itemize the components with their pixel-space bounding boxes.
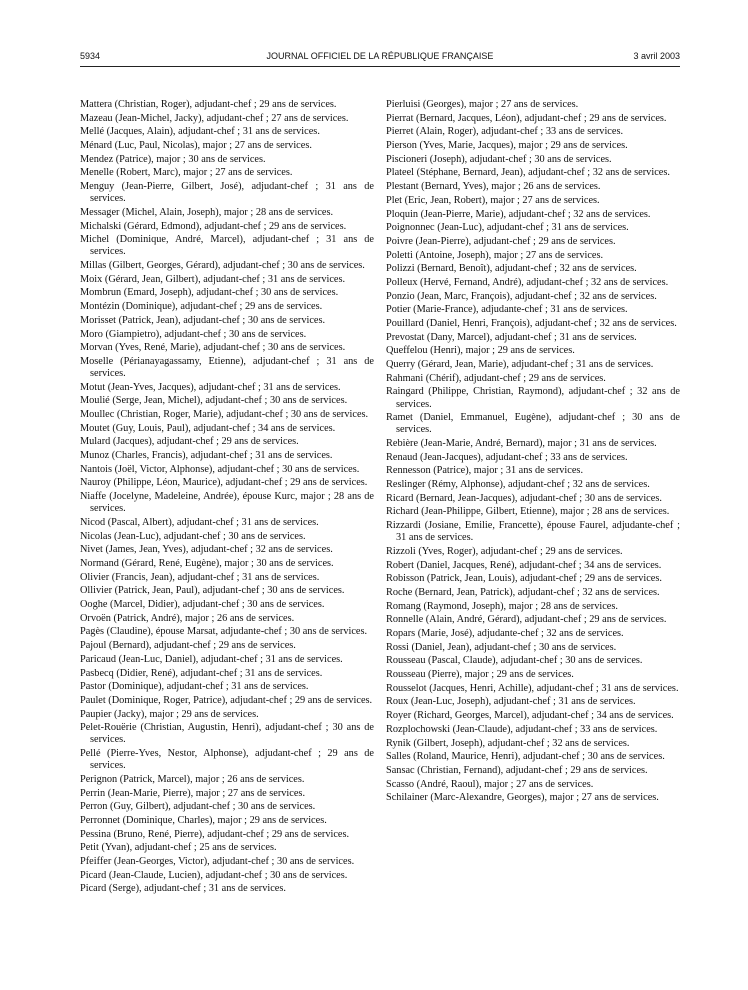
list-item: Romang (Raymond, Joseph), major ; 28 ans de services. — [386, 600, 618, 612]
list-item: Rahmani (Chérif), adjudant-chef ; 29 ans de services. — [386, 372, 606, 384]
list-item: Pessina (Bruno, René, Pierre), adjudant-chef ; 29 ans de services. — [80, 828, 350, 840]
journal-title: JOURNAL OFFICIEL DE LA RÉPUBLIQUE FRANÇAISE — [266, 51, 494, 61]
list-item: Plestant (Bernard, Yves), major ; 26 ans de services. — [386, 181, 601, 193]
list-item: Roux (Jean-Luc, Joseph), adjudant-chef ; 31 ans de services. — [386, 696, 636, 708]
list-item: Perrin (Jean-Marie, Pierre), major ; 27 ans de services. — [80, 787, 306, 799]
list-item: Nantois (Joël, Victor, Alphonse), adjudant-chef ; 30 ans de services. — [80, 463, 360, 475]
list-item: Rousseau (Pascal, Claude), adjudant-chef ; 30 ans de services. — [386, 655, 643, 667]
list-item: Mulard (Jacques), adjudant-chef ; 29 ans de services. — [80, 436, 299, 448]
list-item: Moutet (Guy, Louis, Paul), adjudant-chef ; 34 ans de services. — [80, 422, 336, 434]
page-header — [80, 51, 680, 65]
list-item: Polizzi (Bernard, Benoît), adjudant-chef ; 32 ans de services. — [386, 263, 637, 275]
list-item: Pfeiffer (Jean-Georges, Victor), adjudant-chef ; 30 ans de services. — [80, 855, 355, 867]
list-item: Queffelou (Henri), major ; 29 ans de services. — [386, 345, 575, 357]
list-item: Mellé (Jacques, Alain), adjudant-chef ; 31 ans de services. — [80, 126, 320, 138]
list-item: Pierluisi (Georges), major ; 27 ans de services. — [386, 99, 579, 110]
list-item: Raingard (Philippe, Christian, Raymond), adjudant-chef ; 32 ans de services. — [386, 386, 680, 410]
list-item: Perronnet (Dominique, Charles), major ; 29 ans de services. — [80, 814, 327, 826]
list-item: Poivre (Jean-Pierre), adjudant-chef ; 29 ans de services. — [386, 235, 616, 247]
list-item: Ricard (Bernard, Jean-Jacques), adjudant-chef ; 30 ans de services. — [386, 492, 662, 504]
list-item: Rebière (Jean-Marie, André, Bernard), major ; 31 ans de services. — [386, 438, 657, 449]
list-item: Montézin (Dominique), adjudant-chef ; 29 ans de services. — [80, 301, 323, 313]
list-item: Pellé (Pierre-Yves, Nestor, Alphonse), adjudant-chef ; 29 ans de services. — [80, 748, 374, 772]
list-item: Pelet-Rouërie (Christian, Augustin, Henri), adjudant-chef ; 30 ans de services. — [80, 722, 374, 746]
list-item: Moullec (Christian, Roger, Marie), adjudant-chef ; 30 ans de services. — [80, 409, 369, 421]
list-item: Moix (Gérard, Jean, Gilbert), adjudant-chef ; 31 ans de services. — [80, 273, 346, 285]
list-item: Richard (Jean-Philippe, Gilbert, Etienne), major ; 28 ans de services. — [386, 506, 670, 518]
list-item: Rynik (Gilbert, Joseph), adjudant-chef ; 32 ans de services. — [386, 737, 630, 749]
list-item: Ronnelle (Alain, André, Gérard), adjudant-chef ; 29 ans de services. — [386, 614, 667, 626]
list-item: Pierson (Yves, Marie, Jacques), major ; 29 ans de services. — [386, 140, 628, 152]
list-item: Rousselot (Jacques, Henri, Achille), adjudant-chef ; 31 ans de services. — [386, 682, 679, 694]
list-item: Niaffe (Jocelyne, Madeleine, Andrée), épouse Kurc, major ; 28 ans de services. — [80, 491, 374, 515]
list-item: Moselle (Périanayagassamy, Etienne), adjudant-chef ; 31 ans de services. — [80, 355, 374, 379]
left-column — [80, 99, 374, 897]
list-item: Menguy (Jean-Pierre, Gilbert, José), adjudant-chef ; 31 ans de services. — [80, 181, 374, 205]
list-item: Rizzoli (Yves, Roger), adjudant-chef ; 29 ans de services. — [386, 545, 623, 557]
list-item: Rousseau (Pierre), major ; 29 ans de services. — [386, 669, 574, 681]
list-item: Schilainer (Marc-Alexandre, Georges), major ; 27 ans de services. — [386, 792, 659, 804]
list-item: Perignon (Patrick, Marcel), major ; 26 ans de services. — [80, 773, 305, 785]
list-item: Ooghe (Marcel, Didier), adjudant-chef ; 30 ans de services. — [80, 599, 325, 611]
list-item: Mombrun (Emard, Joseph), adjudant-chef ; 30 ans de services. — [80, 287, 339, 299]
list-item: Ploquin (Jean-Pierre, Marie), adjudant-chef ; 32 ans de services. — [386, 208, 651, 220]
list-item: Ponzio (Jean, Marc, François), adjudant-chef ; 32 ans de services. — [386, 290, 657, 302]
right-column — [386, 99, 680, 806]
list-item: Potier (Marie-France), adjudante-chef ; 31 ans de services. — [386, 304, 628, 316]
list-item: Paulet (Dominique, Roger, Patrice), adjudant-chef ; 29 ans de services. — [80, 694, 373, 706]
list-item: Nivet (James, Jean, Yves), adjudant-chef ; 32 ans de services. — [80, 544, 333, 556]
list-item: Paupier (Jacky), major ; 29 ans de services. — [80, 708, 259, 720]
list-item: Munoz (Charles, Francis), adjudant-chef ; 31 ans de services. — [80, 450, 333, 462]
list-item: Mazeau (Jean-Michel, Jacky), adjudant-chef ; 27 ans de services. — [80, 112, 349, 124]
list-item: Rozplochowski (Jean-Claude), adjudant-chef ; 33 ans de services. — [386, 723, 658, 735]
list-item: Salles (Roland, Maurice, Henri), adjudant-chef ; 30 ans de services. — [386, 751, 665, 763]
list-item: Ollivier (Patrick, Jean, Paul), adjudant-chef ; 30 ans de services. — [80, 585, 345, 597]
list-item: Poletti (Antoine, Joseph), major ; 27 ans de services. — [386, 249, 604, 261]
list-item: Pastor (Dominique), adjudant-chef ; 31 ans de services. — [80, 681, 309, 693]
list-item: Motut (Jean-Yves, Jacques), adjudant-chef ; 31 ans de services. — [80, 381, 341, 393]
list-item: Nicolas (Jean-Luc), adjudant-chef ; 30 ans de services. — [80, 530, 306, 542]
list-item: Picard (Jean-Claude, Lucien), adjudant-chef ; 30 ans de services. — [80, 869, 348, 881]
list-item: Nicod (Pascal, Albert), adjudant-chef ; 31 ans de services. — [80, 516, 319, 528]
list-item: Rizzardi (Josiane, Emilie, Francette), épouse Faurel, adjudante-chef ; 31 ans de services. — [386, 520, 680, 544]
list-item: Moro (Giampietro), adjudant-chef ; 30 ans de services. — [80, 328, 307, 340]
list-item: Royer (Richard, Georges, Marcel), adjudant-chef ; 34 ans de services. — [386, 710, 674, 722]
list-item: Renaud (Jean-Jacques), adjudant-chef ; 33 ans de services. — [386, 451, 628, 463]
list-item: Millas (Gilbert, Georges, Gérard), adjudant-chef ; 30 ans de services. — [80, 260, 365, 272]
list-item: Normand (Gérard, René, Eugène), major ; 30 ans de services. — [80, 558, 334, 569]
list-item: Plateel (Stéphane, Bernard, Jean), adjudant-chef ; 32 ans de services. — [386, 167, 670, 179]
list-item: Morisset (Patrick, Jean), adjudant-chef ; 30 ans de services. — [80, 314, 326, 326]
list-item: Rennesson (Patrice), major ; 31 ans de services. — [386, 465, 584, 477]
list-item: Pasbecq (Didier, René), adjudant-chef ; 31 ans de services. — [80, 667, 323, 679]
list-item: Piscioneri (Joseph), adjudant-chef ; 30 ans de services. — [386, 153, 612, 165]
list-item: Poignonnec (Jean-Luc), adjudant-chef ; 31 ans de services. — [386, 222, 629, 234]
list-item: Plet (Eric, Jean, Robert), major ; 27 ans de services. — [386, 194, 600, 206]
list-item: Petit (Yvan), adjudant-chef ; 25 ans de services. — [80, 842, 277, 854]
list-item: Olivier (Francis, Jean), adjudant-chef ; 31 ans de services. — [80, 571, 320, 583]
list-item: Michalski (Gérard, Edmond), adjudant-chef ; 29 ans de services. — [80, 220, 347, 232]
list-item: Pierret (Alain, Roger), adjudant-chef ; 33 ans de services. — [386, 126, 624, 138]
list-item: Ramet (Daniel, Emmanuel, Eugène), adjudant-chef ; 30 ans de services. — [386, 412, 680, 436]
page-number: 5934 — [80, 51, 101, 61]
list-item: Sansac (Christian, Fernand), adjudant-chef ; 29 ans de services. — [386, 764, 648, 776]
list-item: Picard (Serge), adjudant-chef ; 31 ans de services. — [80, 883, 286, 895]
list-item: Perron (Guy, Gilbert), adjudant-chef ; 30 ans de services. — [80, 801, 316, 813]
list-item: Querry (Gérard, Jean, Marie), adjudant-chef ; 31 ans de services. — [386, 359, 654, 371]
list-item: Robert (Daniel, Jacques, René), adjudant-chef ; 34 ans de services. — [386, 559, 662, 571]
list-item: Pierrat (Bernard, Jacques, Léon), adjudant-chef ; 29 ans de services. — [386, 112, 667, 124]
list-item: Paricaud (Jean-Luc, Daniel), adjudant-chef ; 31 ans de services. — [80, 653, 343, 665]
list-item: Ménard (Luc, Paul, Nicolas), major ; 27 ans de services. — [80, 140, 312, 152]
list-item: Mendez (Patrice), major ; 30 ans de services. — [80, 153, 266, 165]
list-item: Pajoul (Bernard), adjudant-chef ; 29 ans de services. — [80, 640, 296, 652]
list-item: Michel (Dominique, André, Marcel), adjudant-chef ; 31 ans de services. — [80, 234, 374, 258]
list-item: Polleux (Hervé, Fernand, André), adjudant-chef ; 32 ans de services. — [386, 276, 669, 288]
list-item: Rossi (Daniel, Jean), adjudant-chef ; 30 ans de services. — [386, 641, 617, 653]
issue-date: 3 avril 2003 — [633, 51, 680, 61]
list-item: Scasso (André, Raoul), major ; 27 ans de services. — [386, 778, 594, 790]
list-item: Robisson (Patrick, Jean, Louis), adjudant-chef ; 29 ans de services. — [386, 573, 662, 585]
list-item: Orvoën (Patrick, André), major ; 26 ans de services. — [80, 612, 295, 624]
list-item: Reslinger (Rémy, Alphonse), adjudant-chef ; 32 ans de services. — [386, 479, 650, 491]
list-item: Morvan (Yves, René, Marie), adjudant-chef ; 30 ans de services. — [80, 342, 346, 354]
list-item: Pouillard (Daniel, Henri, François), adjudant-chef ; 32 ans de services. — [386, 318, 677, 329]
list-item: Mattera (Christian, Roger), adjudant-chef ; 29 ans de services. — [80, 99, 337, 110]
list-item: Ropars (Marie, José), adjudante-chef ; 32 ans de services. — [386, 628, 624, 640]
list-item: Moulié (Serge, Jean, Michel), adjudant-chef ; 30 ans de services. — [80, 395, 348, 407]
header-rule — [80, 66, 680, 67]
list-item: Roche (Bernard, Jean, Patrick), adjudant-chef ; 32 ans de services. — [386, 586, 660, 598]
list-item: Menelle (Robert, Marc), major ; 27 ans de services. — [80, 167, 293, 179]
list-item: Messager (Michel, Alain, Joseph), major ; 28 ans de services. — [80, 206, 334, 218]
list-item: Pagès (Claudine), épouse Marsat, adjudante-chef ; 30 ans de services. — [80, 626, 368, 638]
list-item: Nauroy (Philippe, Léon, Maurice), adjudant-chef ; 29 ans de services. — [80, 477, 368, 489]
list-item: Prevostat (Dany, Marcel), adjudant-chef ; 31 ans de services. — [386, 331, 637, 343]
